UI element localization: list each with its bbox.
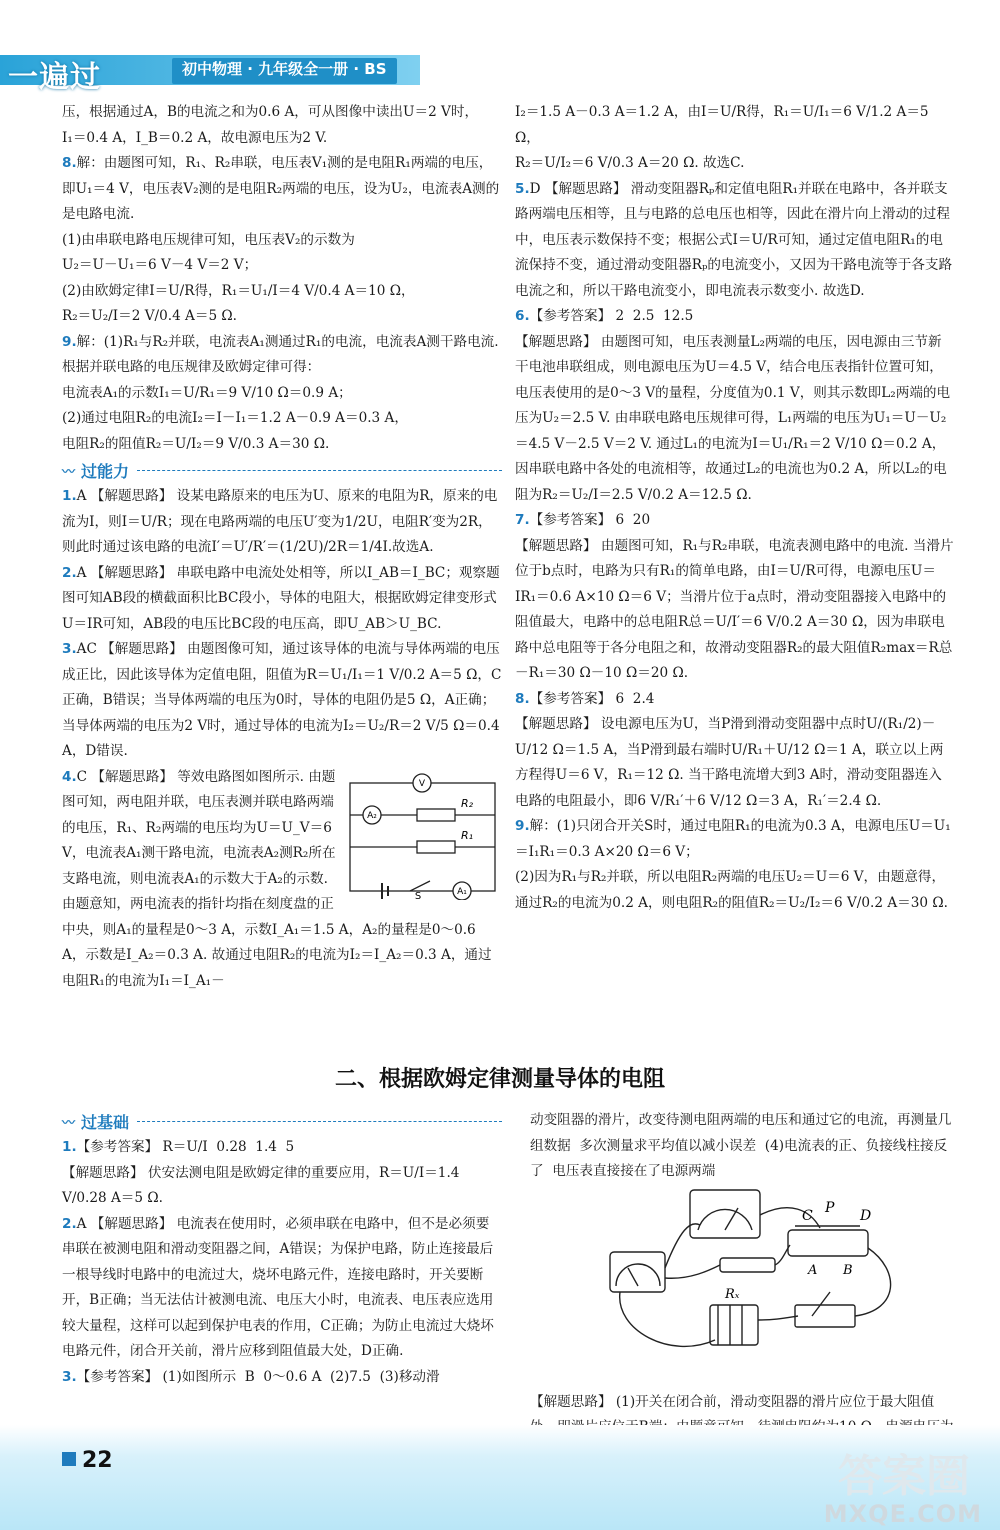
answer-item <box>62 765 502 995</box>
item-text: 解：(1)只闭合开关S时，通过电阻R₁的电流为0.3 A，电源电压U＝U₁＝I₁R₁＝0.3 A×20 Ω＝6 V； <box>515 818 951 860</box>
item-text: 【解题思路】 由题图可知，R₁与R₂串联，电流表测电路中的电流. 当滑片位于b点时，电路为只有R₁的简单电路，由I＝U/R可得，电源电压U＝IR₁＝0.6 A×10 Ω＝6 V；当滑片位于a点时，滑动变阻器接入电路中的阻值最大，电路中的总电阻R总＝U/I′＝6 V/0.2 A＝30 Ω，因为串联电路中总电阻等于各分电阻之和，故滑动变阻器R₂的最大阻值R₂max＝R总－R₁＝30 Ω－10 Ω＝20 Ω. <box>515 537 954 681</box>
answer-item <box>515 177 955 305</box>
item-number: 4. <box>62 768 77 785</box>
section-heading-text: 过基础 <box>81 1113 130 1132</box>
section-heading-text: 过能力 <box>81 462 130 481</box>
page-header <box>0 0 1000 95</box>
item-number: 3. <box>62 641 77 657</box>
answer-text <box>62 304 502 330</box>
item-number: 7. <box>515 512 530 528</box>
answer-text <box>515 865 955 916</box>
answer-item <box>515 508 955 534</box>
item-text: D 【解题思路】 滑动变阻器Rₚ和定值电阻R₁并联在电路中，各并联支路两端电压相等，且与电路的总电压也相等，因此在滑片向上滑动的过程中，电压表示数保持不变；根据公式I＝U/R可知，通过定值电阻R₁的电流保持不变，通过滑动变阻器Rₚ的电流变小，又因为干路电流等于各支路电流之和，所以干路电流变小，即电流表示数变小. 故选D. <box>515 180 953 299</box>
item-text: (2)因为R₁与R₂并联，所以电阻R₂两端的电压U₂＝U＝6 V，由题意得，通过R₂的电流为0.2 A，则电阻R₂的阻值R₂＝U₂/I₂＝6 V/0.2 A＝30 Ω. <box>515 869 948 911</box>
item-text: 电阻R₂的阻值R₂＝U/I₂＝9 V/0.3 A＝30 Ω. <box>62 435 330 452</box>
item-text: 【解题思路】 由题图可知，电压表测量L₂两端的电压，因电源由三节新干电池串联组成，则电源电压为U＝4.5 V，结合电压表指针位置可知，电压表使用的是0～3 V的量程，分度值为0.1 V，则其示数即L₂两端的电压为U₂＝2.5 V. 由串联电路电压规律可得，L₁两端的电压为U₁＝U－U₂＝4.5 V－2.5 V＝2 V. 通过L₁的电流为I＝U₁/R₁＝2 V/10 Ω＝0.2 A，因串联电路中各处的电流相等，故通过L₂的电流也为0.2 A，所以L₂的电阻为R₂＝U₂/I＝2.5 V/0.2 A＝12.5 Ω. <box>515 333 951 503</box>
item-text: 电流表A₁的示数I₁＝U/R₁＝9 V/10 Ω＝0.9 A； <box>62 384 352 401</box>
answer-text <box>62 432 502 458</box>
answer-item <box>62 484 502 561</box>
item-text: A 【解题思路】 设某电路原来的电压为U、原来的电阻为R，原来的电流为I，则I＝U/R；现在电路两端的电压U′变为1/2U，电阻R′变为2R，则此时通过该电路的电流I′＝U′/R′＝(1/2U)/2R＝1/4I.故选A. <box>62 488 498 555</box>
swoosh-icon: 〰 <box>62 1116 76 1131</box>
item-text: A 【解题思路】 电流表在使用时，必须串联在电路中，但不是必须要串联在被测电阻和滑动变阻器之间，A错误；为保护电路，防止连接最后一根导线时电路中的电流过大，烧坏电路元件，连接电路时，开关要断开，B正确；当无法估计被测电流、电压大小时，电流表、电压表应选用较大量程，这样可以起到保护电表的作用，C正确；为防止电流过大烧坏电路元件，闭合开关前，滑片应移到阻值最大处，D正确. <box>62 1215 494 1359</box>
answer-item <box>62 1365 502 1391</box>
item-number: 9. <box>62 333 77 350</box>
item-text: (2)由欧姆定律I＝U/R得，R₁＝U₁/I＝4 V/0.4 A＝10 Ω， <box>62 282 415 299</box>
item-text: AC 【解题思路】 由题图像可知，通过该导体的电流与导体两端的电压成正比，因此该导体为定值电阻，阻值为R＝U₁/I₁＝1 V/0.2 A＝5 Ω，C正确，B错误；当导体两端的电压为0时，导体的电阻仍是5 Ω，A正确；当导体两端的电压为2 V时，通过导体的电流为I₂＝U₂/R＝2 V/5 Ω＝0.4 A，D错误. <box>62 641 504 759</box>
answer-text <box>62 100 502 126</box>
item-text: 【参考答案】 2 2.5 12.5 <box>529 308 694 324</box>
circuit-label-v: V <box>418 778 426 789</box>
watermark-logo: 答案圈 <box>838 1451 970 1502</box>
item-text: 解：由题图可知，R₁、R₂串联，电压表V₁测的是电阻R₁两端的电压，即U₁＝4 V，电压表V₂测的是电阻R₂两端的电压，设为U₂，电流表A测的是电路电流. <box>62 155 500 222</box>
item-number: 9. <box>515 818 530 834</box>
item-text: 【解题思路】 设电源电压为U，当P滑到滑动变阻器中点时U/(R₁/2)－U/12 Ω＝1.5 A，当P滑到最右端时U/R₁＋U/12 Ω＝1 A，联立以上两方程得U＝6 V，R₁＝12 Ω. 当干路电流增大到3 A时，滑动变阻器连入电路的电阻最小，即6 V/R₁′＋6 V/12 Ω＝3 A，R₁′＝2.4 Ω. <box>515 716 944 809</box>
item-number: 1. <box>62 1139 77 1155</box>
answer-item <box>515 814 955 865</box>
item-text: I₂＝1.5 A－0.3 A＝1.2 A，由I＝U/R得，R₁＝U/I₁＝6 V/1.2 A＝5 Ω， <box>515 104 933 146</box>
answer-item <box>62 1135 502 1161</box>
item-text: R₂＝U₂/I＝2 V/0.4 A＝5 Ω. <box>62 308 238 324</box>
answer-item <box>62 151 502 228</box>
label-p: P <box>825 1200 835 1216</box>
circuit-label-s: S <box>414 890 422 900</box>
item-text: 【参考答案】 6 20 <box>529 512 651 528</box>
item-text: 【参考答案】 R＝U/I 0.28 1.4 5 <box>76 1139 295 1155</box>
left-column <box>62 100 502 994</box>
answer-text <box>62 126 502 152</box>
label-b: B <box>843 1263 853 1278</box>
answer-item <box>515 304 955 330</box>
item-number: 2. <box>62 564 77 581</box>
book-subtitle: 初中物理 · 九年级全一册 · BS <box>172 58 397 84</box>
item-number: 6. <box>515 308 530 324</box>
item-text: 压，根据通过A，B的电流之和为0.6 A，可从图像中读出U＝2 V时， <box>62 104 479 120</box>
experiment-apparatus-diagram <box>520 1170 960 1360</box>
answer-text <box>515 100 955 151</box>
answer-text <box>515 330 955 509</box>
item-text: (2)通过电阻R₂的电流I₂＝I－I₁＝1.2 A－0.9 A＝0.3 A， <box>62 410 408 426</box>
answer-text <box>62 228 502 254</box>
item-number: 5. <box>515 180 530 197</box>
item-text: 【解题思路】 伏安法测电阻是欧姆定律的重要应用，R＝U/I＝1.4 V/0.28 A＝5 Ω. <box>62 1164 464 1206</box>
circuit-label-r1: R₁ <box>460 828 474 842</box>
answer-item <box>62 637 502 765</box>
answer-text <box>62 1161 502 1212</box>
chapter-title: 二、根据欧姆定律测量导体的电阻 <box>334 1067 665 1092</box>
page-number-marker <box>62 1452 76 1466</box>
answer-text <box>515 712 955 814</box>
label-c: C <box>802 1208 813 1224</box>
answer-text <box>62 253 502 279</box>
item-text: U₂＝U－U₁＝6 V－4 V＝2 V； <box>62 257 258 273</box>
item-text: (1)由串联电路电压规律可知，电压表V₂的示数为 <box>62 231 355 248</box>
answer-text <box>62 279 502 305</box>
item-text: A 【解题思路】 串联电路中电流处处相等，所以I_AB＝I_BC；观察题图可知AB段的横截面积比BC段小，导体的电阻大，根据欧姆定律变形式U＝IR可知，AB段的电压比BC段的电压高，即U_AB＞U_BC. <box>62 564 500 632</box>
item-number: 8. <box>62 155 77 171</box>
answer-item <box>515 687 955 713</box>
item-text: 【解题思路】 (1)开关在闭合前，滑动变阻器的滑片应位于最大阻值 <box>530 1393 935 1410</box>
equivalent-circuit-diagram <box>342 765 502 900</box>
item-number: 3. <box>62 1368 77 1385</box>
item-number: 2. <box>62 1215 77 1232</box>
item-text: 【参考答案】 6 2.4 <box>529 690 655 707</box>
item-text: 【参考答案】 (1)如图所示 B 0～0.6 A (2)7.5 (3)移动滑 <box>76 1368 440 1385</box>
watermark-text: MXQE.COM <box>823 1500 982 1528</box>
item-text: I₁＝0.4 A，I_B＝0.2 A，故电源电压为2 V. <box>62 129 328 146</box>
brand-logo: 一遍过 <box>8 60 101 95</box>
answer-text <box>62 406 502 432</box>
item-text: 解：(1)R₁与R₂并联，电流表A₁测通过R₁的电流，电流表A测干路电流. 根据并联电路的电压规律及欧姆定律可得： <box>62 333 503 375</box>
item-text: 动变阻器的滑片，改变待测电阻两端的电压和通过它的电流，再测量几组数据 多次测量求平均值以减小误差 (4)电流表的正、负接线柱接反了 电压表直接接在了电源两端 <box>530 1112 952 1179</box>
label-d: D <box>860 1208 872 1224</box>
label-a: A <box>808 1263 818 1278</box>
circuit-label-a2: A₂ <box>367 810 377 821</box>
circuit-label-r2: R₂ <box>460 796 474 810</box>
circuit-label-a1: A₁ <box>457 886 467 897</box>
item-text: C 【解题思路】 等效电路图如图所示. 由题图可知，两电阻并联，电压表测并联电路两端的电压，R₁、R₂两端的电压均为U＝U_V＝6 V，电流表A₁测干路电流，电流表A₂测R₂所在支路电流，则电流表A₁的示数大于A₂的示数. 由题意知，两电流表的指针均指在刻度盘的正中央，则A₁的量程是0～3 A，示数I_A₁＝1.5 A，A₂的量程是0～0.6 A，示数是I_A₂＝0.3 A. 故通过电阻R₂的电流为I₂＝I_A₂＝0.3 A，通过电阻R₁的电流为I₁＝I_A₁－ <box>62 768 492 989</box>
answer-item <box>62 1212 502 1365</box>
swoosh-icon: 〰 <box>62 465 76 480</box>
answer-item <box>62 561 502 638</box>
label-rx: Rₓ <box>725 1287 740 1302</box>
item-text: R₂＝U/I₂＝6 V/0.3 A＝20 Ω. 故选C. <box>515 155 745 171</box>
answer-text <box>515 151 955 177</box>
right-column <box>515 100 955 916</box>
left-column-2 <box>62 1108 502 1390</box>
answer-item <box>62 330 502 381</box>
page-number: 22 <box>82 1448 113 1473</box>
item-number: 1. <box>62 488 77 504</box>
item-number: 8. <box>515 690 530 707</box>
answer-text <box>515 534 955 687</box>
section-heading <box>62 459 502 482</box>
section-heading <box>62 1110 502 1133</box>
answer-text <box>62 381 502 407</box>
